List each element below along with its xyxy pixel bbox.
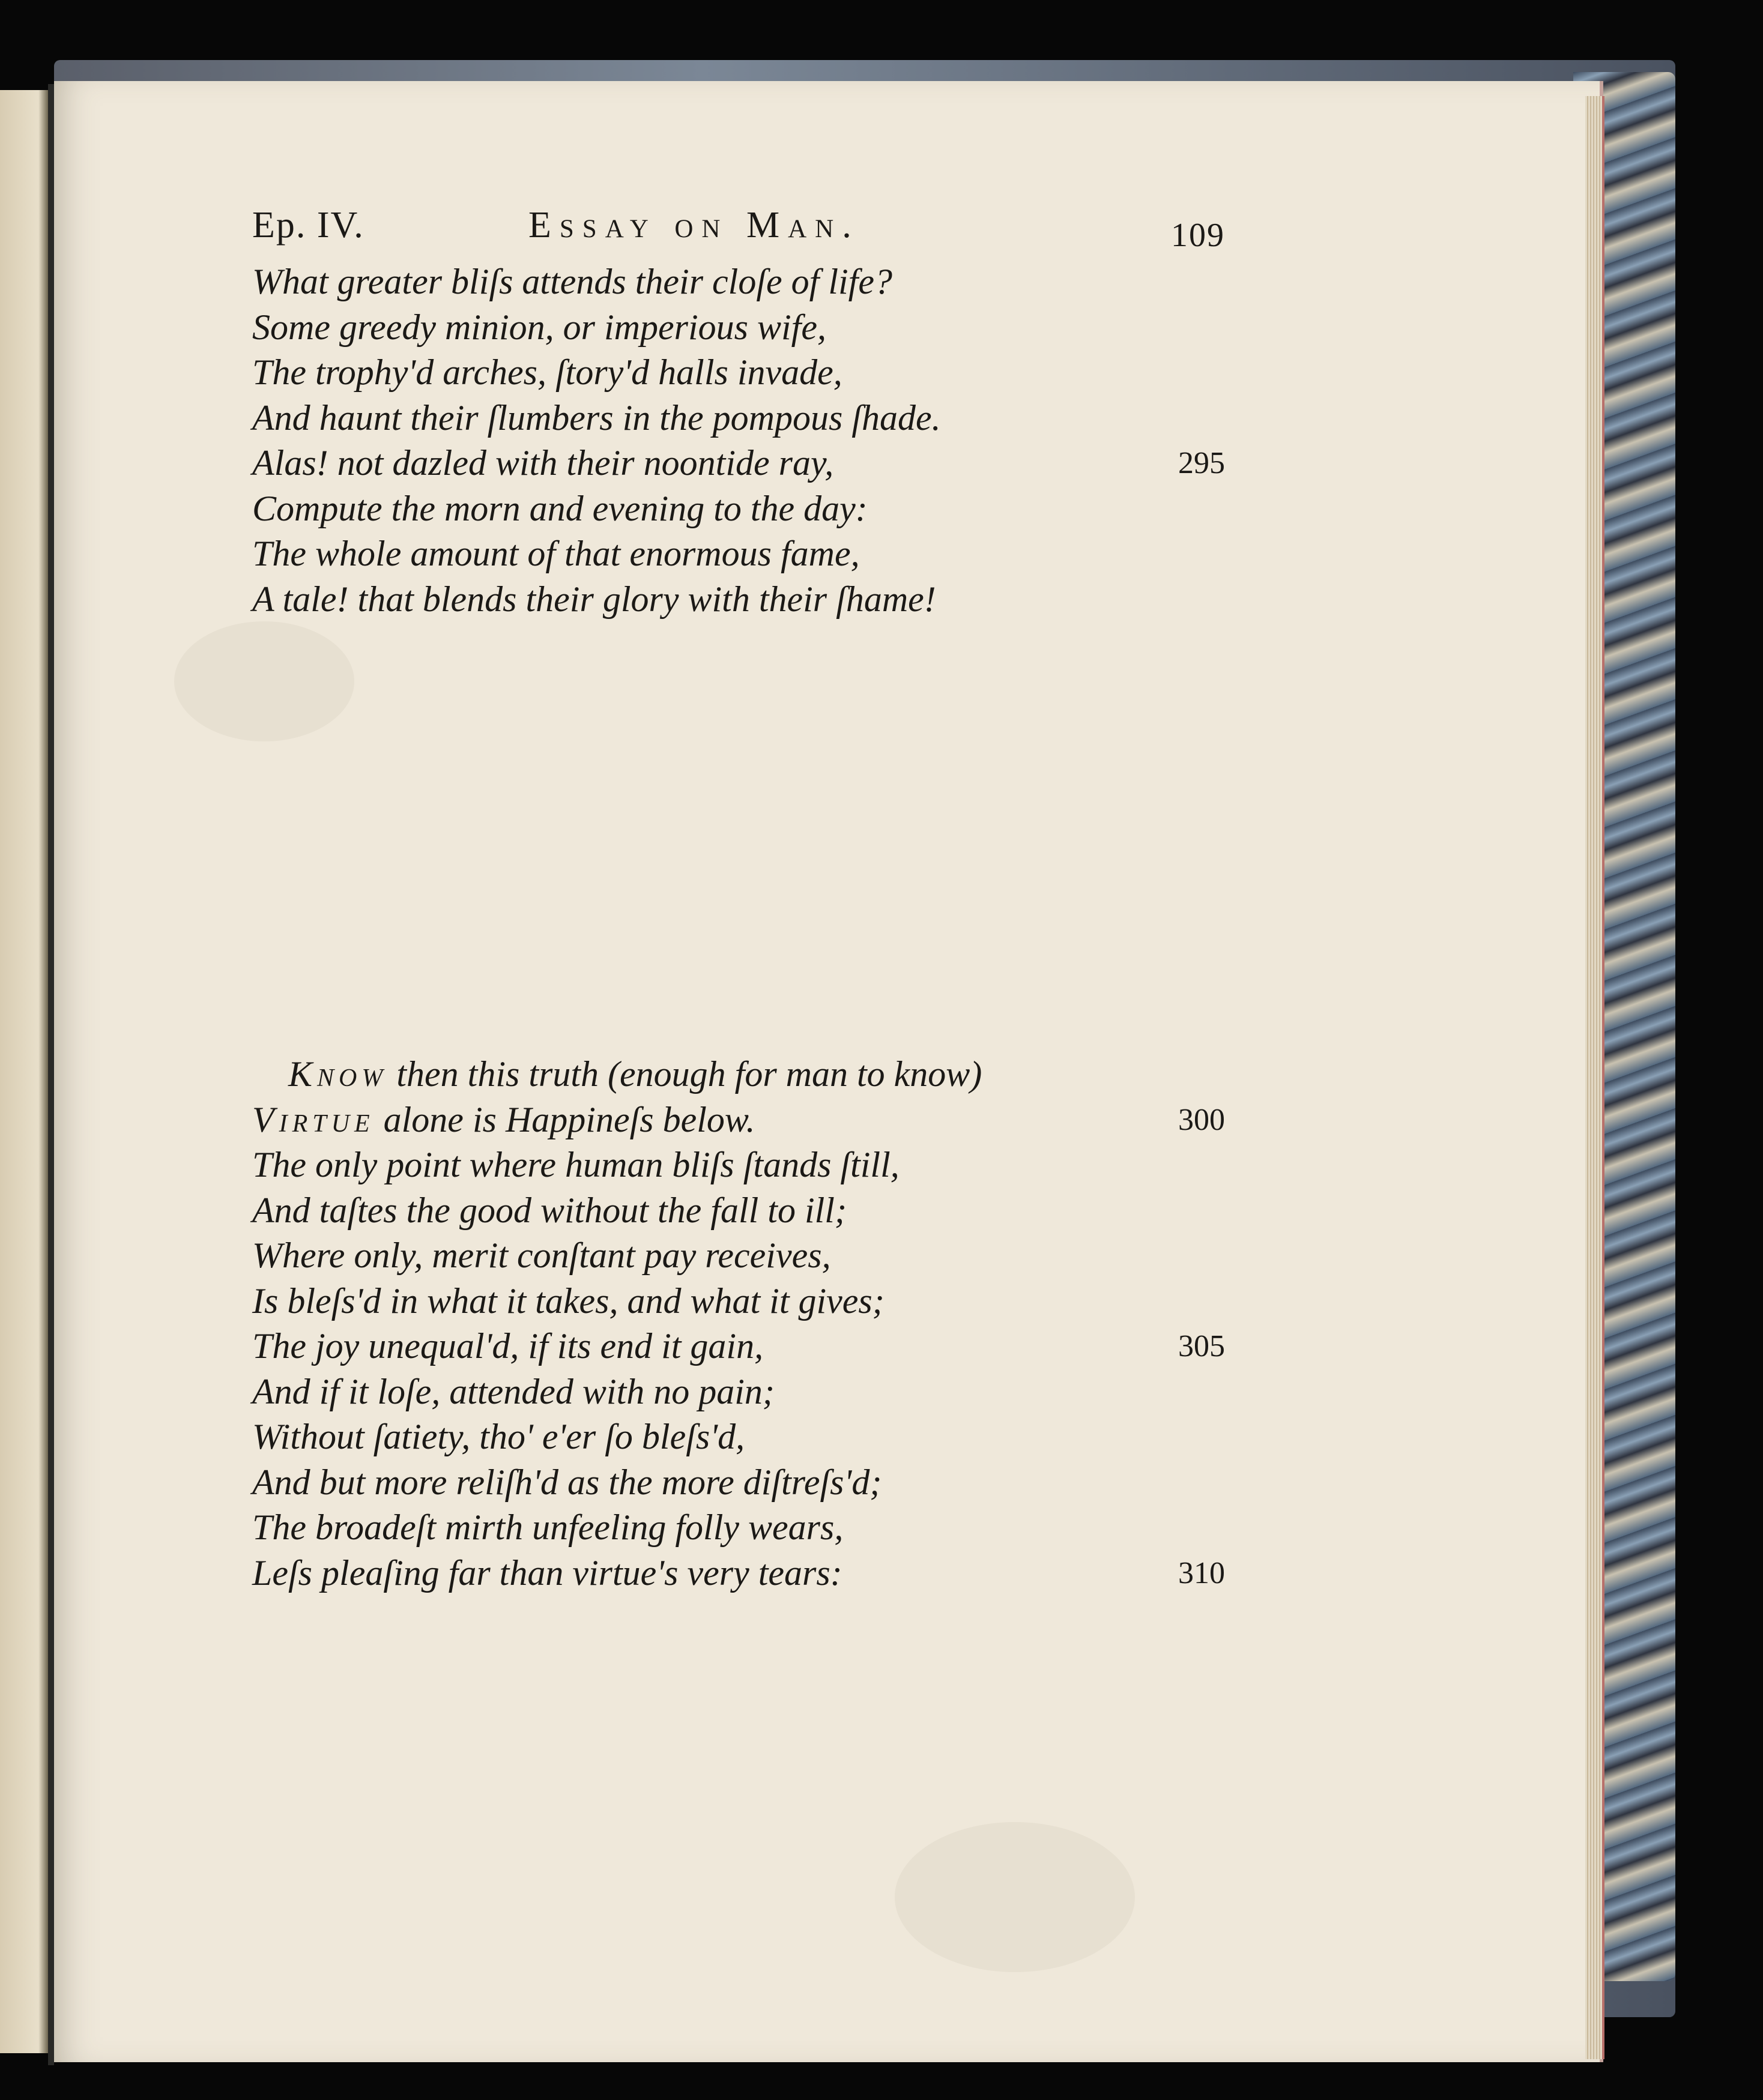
verse-line	[252, 441, 1225, 486]
verse-line	[252, 1188, 1225, 1234]
verse-first-word: Virtue	[252, 1099, 375, 1139]
stanza-one	[252, 259, 1225, 622]
verse-text: Some greedy minion, or imperious wife,	[252, 307, 826, 347]
verse-line	[252, 486, 1225, 532]
verse-text: Leſs pleaſing far than virtue's very tears:	[252, 1552, 842, 1593]
verse-line	[252, 305, 1225, 351]
verse-line	[252, 1551, 1225, 1596]
verse-line	[252, 350, 1225, 396]
verse-text: And taſtes the good without the fall to ill;	[252, 1190, 847, 1230]
verse-line	[252, 577, 1225, 623]
verse-text: A tale! that blends their glory with their ſhame!	[252, 579, 936, 619]
verse-text: Without ſatiety, tho' e'er ſo bleſs'd,	[252, 1417, 745, 1456]
verse-text: And but more reliſh'd as the more diſtreſs'd;	[252, 1462, 882, 1502]
left-page-edge	[0, 90, 48, 2053]
verse-text: The broadeſt mirth unfeeling folly wears,	[252, 1507, 844, 1547]
verse-text: The joy unequal'd, if its end it gain,	[252, 1326, 764, 1366]
line-number: 295	[1178, 446, 1225, 480]
verse-line	[252, 1142, 1225, 1188]
page-number: 109	[1171, 217, 1225, 254]
running-header	[252, 198, 1225, 264]
verse-line	[252, 1505, 1225, 1551]
verse-text: Compute the morn and evening to the day:	[252, 488, 868, 528]
verse-line	[252, 1324, 1225, 1369]
verse-text: Alas! not dazled with their noontide ray,	[252, 443, 834, 483]
verse-line	[252, 1097, 1225, 1143]
verse-text: What greater bliſs attends their cloſe of life?	[252, 262, 892, 301]
verse-text: Is bleſs'd in what it takes, and what it gives;	[252, 1281, 885, 1321]
verse-text: And if it loſe, attended with no pain;	[252, 1371, 775, 1411]
verse-text: The trophy'd arches, ſtory'd halls invade,	[252, 352, 842, 392]
verse-line	[252, 259, 1225, 305]
epistle-label: Ep. IV.	[252, 205, 364, 246]
verse-line	[252, 1369, 1225, 1415]
line-number: 300	[1178, 1102, 1225, 1137]
verse-first-word: Know	[288, 1054, 388, 1094]
line-number: 305	[1178, 1329, 1225, 1363]
verse-line	[252, 1414, 1225, 1460]
paper-stain	[895, 1822, 1135, 1972]
stanza-two	[252, 1052, 1225, 1596]
verse-line	[252, 396, 1225, 441]
verse-text: And haunt their ſlumbers in the pompous ſhade.	[252, 397, 941, 438]
verse-text: The only point where human bliſs ſtands ſtill,	[252, 1145, 900, 1184]
page-stack-edge	[1585, 96, 1604, 2059]
verse-line	[252, 531, 1225, 577]
verse-line	[252, 1052, 1225, 1097]
verse-text: Where only, merit conſtant pay receives,	[252, 1236, 831, 1275]
verse-line	[252, 1279, 1225, 1324]
verse-text: then this truth (enough for man to know)	[396, 1054, 982, 1094]
paper-stain	[174, 621, 354, 741]
verse-line	[252, 1460, 1225, 1506]
verse-text: alone is Happineſs below.	[383, 1099, 755, 1139]
verse-text: The whole amount of that enormous fame,	[252, 534, 860, 573]
verse-line	[252, 1233, 1225, 1279]
line-number: 310	[1178, 1555, 1225, 1590]
running-title: Essay on Man.	[528, 205, 860, 246]
book-gutter	[48, 84, 54, 2065]
